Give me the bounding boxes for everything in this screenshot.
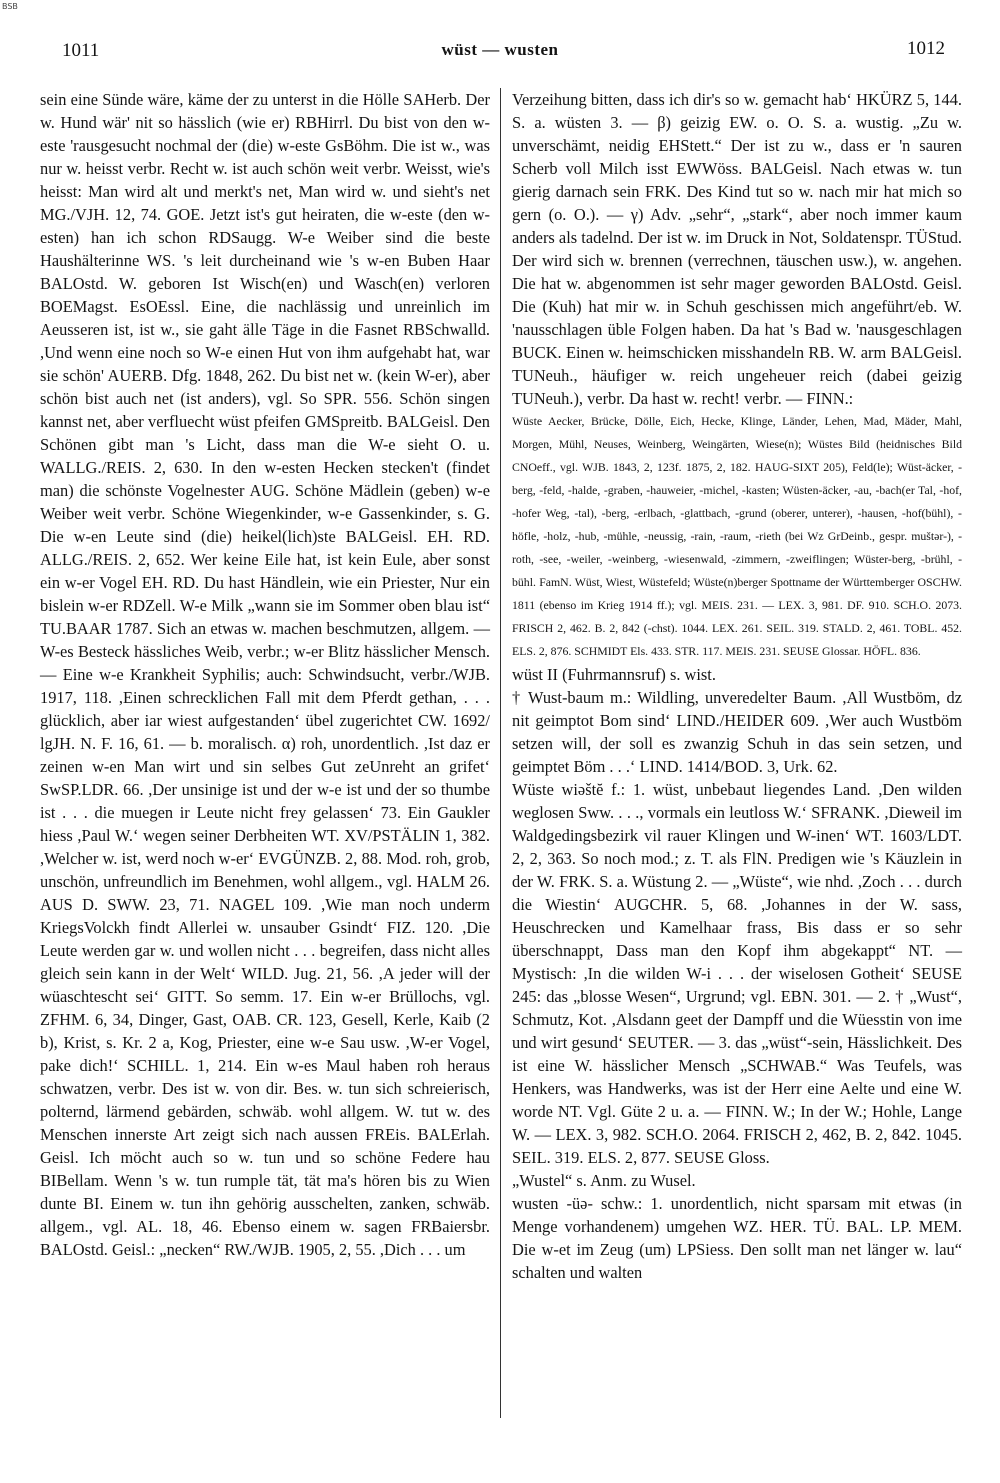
running-headword: wüst — wusten	[441, 40, 559, 59]
entry-wust-baum: † Wust-baum m.: Wildling, unveredelter Baum. ,All Wustböm, dz nit geimptot Bom sind‘ LIND./HEIDER 609. ,Wer auch Wustböm setzen will, der soll es zwanzig Schuh in das sein setzen, und geimptet Böm . . .‘ LIND. 1414/BOD. 3, Urk. 62.	[512, 688, 962, 776]
page-number-left: 1011	[62, 40, 100, 61]
right-column	[512, 88, 962, 1284]
entry-wustel: „Wustel“ s. Anm. zu Wusel.	[512, 1171, 696, 1190]
page-header	[0, 0, 1000, 80]
entry-wusten: wusten -üə- schw.: 1. unordentlich, nicht sparsam mit etwas (in Menge vorhandenem) umgehen WZ. HER. TÜ. BAL. LP. MEM. Die w-et im Zeug (um) LPSiess. Den sollt man net länger w. lau“ schalten und walten	[512, 1194, 962, 1282]
entry-continuation: Verzeihung bitten, dass ich dir's so w. gemacht hab‘ HKÜRZ 5, 144. S. a. wüsten 3. — β) geizig EW. o. O. S. a. wustig. „Zu w. unverschämt, neidig EHStett.“ Der ist zu w., dass er 'n sauren Scherb voll Milch isst EWWöss. BALGeisl. Nach etwas w. tun gierig darnach sein FRK. Des Kind tut so w. nach mir hat mich so gern (o. O.). — γ) Adv. „sehr“, „stark“, aber noch immer kaum anders als tadelnd. Der ist w. im Druck in Not, Soldatenspr. TÜStud. Der wird sich w. brennen (verrechnen, täuschen usw.), w. angehen. Die hat w. abgenommen ist sehr mager geworden BALOstd. Geisl. Die (Kuh) hat mir w. in Schuh geschissen mich angeführt/eb. W. 'nausschlagen üble Folgen haben. Da hat 's Bad w. 'nausgeschlagen BUCK. Einen w. heimschicken misshandeln RB. W. arm BALGeisl. TUNeuh., häufiger w. reich ungeheuer reich (dabei geizig TUNeuh.), verbr. Da hast w. recht! verbr. — FINN.:	[512, 90, 962, 408]
place-names-references: Wüste Aecker, Brücke, Dölle, Eich, Hecke, Klinge, Länder, Lehen, Mad, Mäder, Mahl, Morgen, Mühl, Neuses, Weinberg, Weingärten, Wiese(n); Wüstes Bild (heidnisches Bild CNOeff., vgl. WJB. 1843, 2, 123f. 1875, 2, 182. HAUG-SIXT 205), Feld(le); Wüst-äcker, -berg, -feld, -halde, -graben, -hauweier, -michel, -kasten; Wüsten-äcker, -au, -bach(er Tal, -hof, -hofer Weg, -tal), -berg, -erlbach, -glattbach, -grund (oberer, unterer), -hausen, -hof(bühl), -höfle, -holz, -hub, -mühle, -neussig, -rain, -raum, -rieth (bei Wz GrDeinb., gespr. muštər-), -roth, -see, -weiler, -weinberg, -wiesenwald, -zimmern, -zweiflingen; Wüster-berg, -brühl, -bühl. FamN. Wüst, Wiest, Wüstefeld; Wüste(n)berger Spottname der Württemberger OSCHW. 1811 (ebenso im Krieg 1914 ff.); vgl. MEIS. 231. — LEX. 3, 981. DF. 910. SCH.O. 2073. FRISCH 2, 462. B. 2, 842 (-chst). 1044. LEX. 261. SEIL. 319. STALD. 2, 461. TOBL. 452. ELS. 2, 876. SCHMIDT Els. 433. STR. 117. MEIS. 231. SEUSE Glossar. HÖFL. 836.	[512, 414, 962, 658]
left-column-text: sein eine Sünde wäre, käme der zu unterst in die Hölle SAHerb. Der w. Hund wär' nit so hässlich (wie er) RBHirrl. Du bist von den w-este 'rausgesucht nochmal der (die) w-este GsBöhm. Die ist w., was nur w. heisst verbr. Recht w. ist auch schön weit verbr. Weisst, wie's heisst: Man wird alt und merkt's net, Man wird w. und sieht's net MG./VJH. 12, 74. GOE. Jetzt ist's gut heiraten, die w-este (den w-esten) han ich schon RDSaugg. W-e Weiber sind die beste Haushälterinne WS. 's leit durcheinand wie 's w-en Buben Haar BALOstd. W. geboren Ist Wisch(en) und Wasch(en) verloren BOEMagst. EsOEssl. Eine, die nachlässig und unreinlich im Aeusseren ist, ist w., sie gaht älle Täge in die Fasnet RBSchwalld. ,Und wenn eine noch so W-e einen Hut von ihm aufgehabt hat, war sie schön' AUERB. Dfg. 1848, 262. Du bist net w. (kein W-er), aber schön bist auch net (ist anders), vgl. So SPR. 556. Schön singen kannst net, aber verfluecht wüst pfeifen GMSpreitb. BALGeisl. Den Schönen gibt man 's Licht, dass man die W-e sieht O. u. WALLG./REIS. 2, 630. In den w-esten Hecken stecken't (findet man) die schönste Vogelnester AUG. Schöne Mädlein (geben) w-e Weiber weit verbr. Schöne Wiegenkinder, w-e Gassenkinder, s. G. Die w-en Leute sind (die) heikel(lich)ste BALGeisl. EH. RD. ALLG./REIS. 2, 652. Wer keine Eile hat, ist kein Eule, aber sonst ein w-er Vogel EH. RD. Du hast Händlein, wie ein Priester, Nur ein bislein w-er RDZell. W-e Milk „wann sie im Sommer oben blau ist“ TU.BAAR 1787. Sich an etwas w. machen beschmutzen, allgem. — W-es Besteck hässliches Weib, verbr.; w-er Blitz hässlicher Mensch. — Eine w-e Krankheit Syphilis; auch: Schwindsucht, verbr./WJB. 1917, 118. ,Einen schrecklichen Fall mit dem Pferdt gethan, . . . glücklich, aber iar wiest aufgestanden‘ übel zugerichtet CW. 1692/ lgJH. N. F. 16, 61. — b. moralisch. α) roh, unordentlich. ,Ist daz er zeinen w-en Man wirt und sin selbes Gut zeUnreht an grifet‘ SwSP.LDR. 66. ,Der unsinige ist und der w-e ist und der so thumbe ist . . . die muegen ir Leute nicht frey gelassen‘ 73. Ein Gaukler hiess ,Paul W.‘ wegen seiner Derbheiten WT. XV/PSTÄLIN 1, 382. ,Welcher w. ist, werd noch w-er‘ EVGÜNZB. 2, 88. Mod. roh, grob, unschön, unfreundlich im Benehmen, wohl allgem., vgl. HALM 26. AUS D. SWW. 23, 71. NAGEL 109. ,Wie man noch underm KriegsVolckh findt Allerlei w. unsauber Gsindt‘ FIZ. 120. ,Die Leute werden gar w. und wollen nicht . . . begreifen, dass nicht alles gleich sein kann in der Welt‘ WILD. Jug. 21, 56. ,A jeder will der wüaschtescht sei‘ GITT. So semm. 17. Ein w-er Brüllochs, vgl. ZFHM. 6, 34, Dinger, Gast, OAB. CR. 123, Gesell, Kerle, Kaib (2 b), Krist, s. Kr. 2 a, Kog, Priester, eine w-e Sau usw. ,W-er Vogel, pake dich!‘ SCHILL. 1, 214. Ein w-es Maul haben roh heraus schwatzen, verbr. Des ist w. von dir. Bes. w. tun sich schreierisch, polternd, lärmend gebärden, schwäb. wohl allgem. W. tut w. des Menschen innerste Art zeigt sich nach aussen FREis. BALErlah. Geisl. Ich möcht auch so w. tun und so schöne Federe hau BIBellam. Wenn 's w. tun rumple tät, tät ma's hören bis zu Wien dunte BI. Einem w. tun ihn gehörig ausschelten, zanken, schwäb. allgem., vgl. AL. 18, 46. Ebenso einem w. sagen FRBaiersbr. BALOstd. Geisl.: „necken“ RW./WJB. 1905, 2, 55. ,Dich . . . um	[40, 90, 490, 1259]
entry-wuest-ii: wüst II (Fuhrmannsruf) s. wist.	[512, 665, 716, 684]
entry-wueste: Wüste wiəštĕ f.: 1. wüst, unbebaut liegendes Land. ,Den wilden weglosen Sww. . . ., vormals ein leutloss W.‘ SFRANK. ,Dieweil im Waldgedingsbezirk vil rauer Klingen und W-inen‘ WT. 1603/LDT. 2, 2, 363. So noch mod.; z. T. als FlN. Predigen wie 's Käuzlein in der W. FRK. S. a. Wüstung 2. — „Wüste“, wie nhd. ,Zoch . . . durch die Wiestin‘ AUGCHR. 5, 68. ,Johannes in der W. sass, Heuschrecken und Kamelhaar frass, Bis dass er so sehr überschnappt, Dass man den Kopf ihm abgekappt“ NT. — Mystisch: ,In die wilden W-i . . . der wiselosen Gotheit‘ SEUSE 245: das „blosse Wesen“, Urgrund; vgl. EBN. 301. — 2. † „Wust“, Schmutz, Kot. ,Alsdann geet der Dampff und die Wüesstin von ime und wirt gesund‘ SEUTER. — 3. das „wüst“-sein, Hässlichkeit. Des ist eine W. hässlicher Mensch „SCHWAB.“ Was Teufels, was Henkers, was Handwerks, was ist der Herr eine Aelte und eine W. worde NT. Vgl. Güte 2 u. a. — FINN. W.; In der W.; Hohle, Lange W. — LEX. 3, 982. SCH.O. 2064. FRISCH 2, 462, B. 2, 842. 1045. SEIL. 319. ELS. 2, 877. SEUSE Gloss.	[512, 780, 962, 1167]
page-number-right: 1012	[907, 38, 945, 59]
left-column	[40, 88, 490, 1261]
library-stamp: BSB	[2, 2, 18, 11]
column-divider	[500, 88, 501, 1418]
